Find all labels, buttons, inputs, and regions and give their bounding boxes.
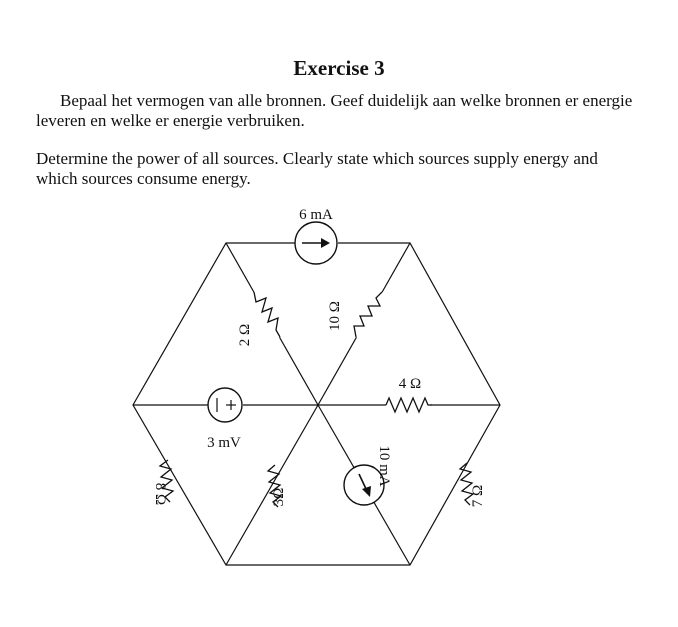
label-3mv: 3 mV (207, 435, 241, 451)
label-10-ohm: 10 Ω (327, 301, 343, 331)
voltage-source-3mv (208, 388, 242, 422)
diagonal-wire-lower-left (226, 405, 318, 565)
exercise-title: Exercise 3 (293, 56, 385, 80)
label-10ma: 10 mA (376, 445, 392, 487)
label-7-ohm: 7 Ω (470, 484, 486, 508)
label-4-ohm: 4 Ω (398, 376, 422, 392)
label-2-ohm: 2 Ω (237, 323, 253, 347)
exercise-text-dutch: Bepaal het vermogen van alle bronnen. Geef duidelijk aan welke bronnen er energie leveren en welke er energie verbruiken. (36, 91, 633, 130)
current-source-6ma (295, 222, 337, 264)
label-6ma: 6 mA (299, 207, 333, 223)
label-8-ohm: 8 Ω (152, 482, 168, 506)
label-3-ohm: 3Ω (271, 487, 287, 507)
exercise-text-english: Determine the power of all sources. Clearly state which sources supply energy and which sources consume energy. (36, 149, 598, 188)
hexagon-wire (133, 243, 500, 565)
